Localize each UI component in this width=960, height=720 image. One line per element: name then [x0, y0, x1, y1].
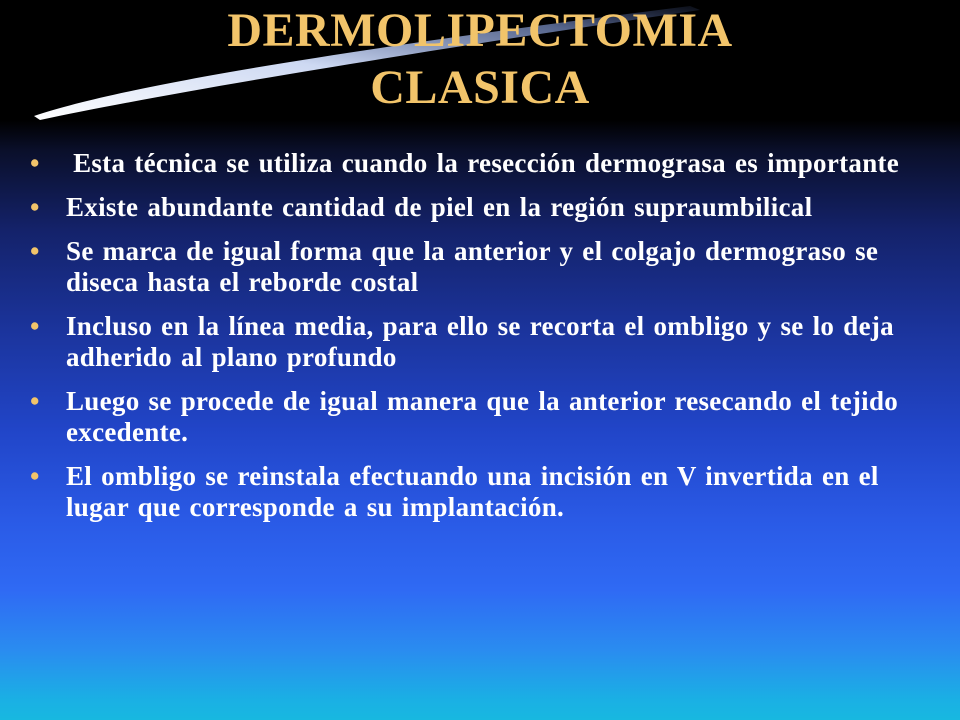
bullet-dot-icon: • — [30, 386, 40, 416]
slide-title — [0, 2, 960, 116]
bullet-dot-icon: • — [30, 148, 40, 178]
bullet-dot-icon: • — [30, 192, 40, 222]
bullet-text: Existe abundante cantidad de piel en la región supraumbilical — [66, 192, 813, 222]
bullet-item-4 — [28, 311, 928, 373]
bullet-item-5 — [28, 386, 928, 448]
bullet-text: El ombligo se reinstala efectuando una incisión en V invertida en el lugar que corresponde a su implantación. — [66, 461, 879, 522]
title-line-1: DERMOLIPECTOMIA — [227, 4, 733, 57]
bullet-text: Luego se procede de igual manera que la anterior resecando el tejido excedente. — [66, 386, 899, 447]
bullet-item-6 — [28, 461, 928, 523]
bullet-dot-icon: • — [30, 461, 40, 491]
bullet-text: Esta técnica se utiliza cuando la resección dermograsa es importante — [66, 148, 900, 178]
bullet-text: Incluso en la línea media, para ello se recorta el ombligo y se lo deja adherido al plano profundo — [66, 311, 894, 372]
bullet-dot-icon: • — [30, 236, 40, 266]
title-line-2: CLASICA — [370, 61, 590, 114]
bullet-dot-icon: • — [30, 311, 40, 341]
bullet-item-1 — [28, 148, 928, 179]
bullet-text: Se marca de igual forma que la anterior y el colgajo dermograso se diseca hasta el reborde costal — [66, 236, 879, 297]
bullet-list — [28, 148, 928, 536]
bullet-item-2 — [28, 192, 928, 223]
bullet-item-3 — [28, 236, 928, 298]
